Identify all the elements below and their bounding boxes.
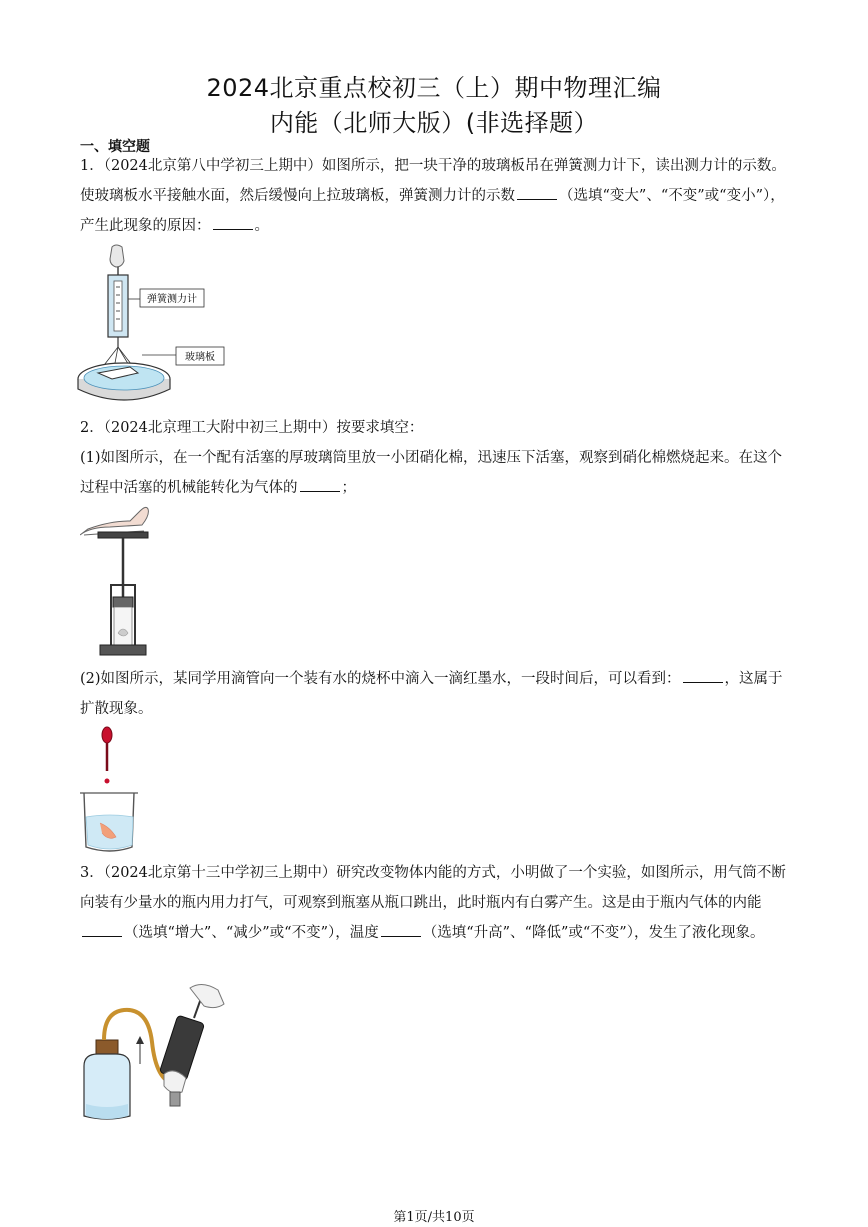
question-2-intro: 2．（2024北京理工大附中初三上期中）按要求填空： (80, 420, 424, 436)
q3-text-b: （选填“增大”、“减少”或“不变”），温度 (124, 925, 379, 941)
figure-piston-cylinder (80, 505, 160, 660)
q3-blank-1 (82, 924, 122, 937)
q3-blank-2 (381, 924, 421, 937)
question-3 (80, 858, 792, 948)
q2p1-text-b: ； (341, 480, 356, 496)
q1-blank-1 (517, 187, 557, 200)
doc-title-line2: 内能（北师大版）(非选择题） (269, 109, 599, 137)
q2p2-text-a: (2)如图所示，某同学用滴管向一个装有水的烧杯中滴入一滴红墨水，一段时间后，可以看到： (80, 671, 681, 687)
figure-dropper-beaker (80, 725, 142, 857)
figure-spring-scale (76, 243, 236, 408)
q2p2-text-b: ，这属于扩散现象。 (80, 671, 783, 717)
q1-text-c: 。 (254, 218, 269, 234)
page-footer: 第1页/共10页 (393, 1210, 475, 1225)
doc-title-line1: 2024北京重点校初三（上）期中物理汇编 (206, 74, 662, 102)
q1-text-a: 1．（2024北京第八中学初三上期中）如图所示，把一块干净的玻璃板吊在弹簧测力计下，读出测力计的示数。使玻璃板水平接触水面，然后缓慢向上拉玻璃板，弹簧测力计的示数 (80, 158, 786, 204)
q1-blank-2 (213, 217, 253, 230)
q3-text-c: （选填“升高”、“降低”或“不变”），发生了液化现象。 (422, 925, 765, 941)
q2p2-blank (683, 670, 723, 683)
label-glass-plate: 玻璃板 (185, 352, 215, 363)
q2p1-blank (300, 479, 340, 492)
label-spring-scale: 弹簧测力计 (147, 294, 197, 305)
question-2-part-2 (80, 664, 792, 724)
question-1 (80, 151, 792, 241)
question-2-part-1 (80, 443, 792, 503)
q2p1-text-a: (1)如图所示，在一个配有活塞的厚玻璃筒里放一小团硝化棉，迅速压下活塞，观察到硝化棉燃烧起来。在这个过程中活塞的机械能转化为气体的 (80, 450, 783, 496)
figure-bottle-pump (78, 982, 228, 1122)
q3-text-a: 3．（2024北京第十三中学初三上期中）研究改变物体内能的方式，小明做了一个实验，如图所示，用气筒不断向装有少量水的瓶内用力打气，可观察到瓶塞从瓶口跳出，此时瓶内有白雾产生。这是由于瓶内气体的内能 (80, 865, 786, 911)
section-heading: 一、填空题 (80, 139, 150, 155)
q1-text-b: （选填“变大”、“不变”或“变小”），产生此现象的原因： (80, 188, 785, 234)
